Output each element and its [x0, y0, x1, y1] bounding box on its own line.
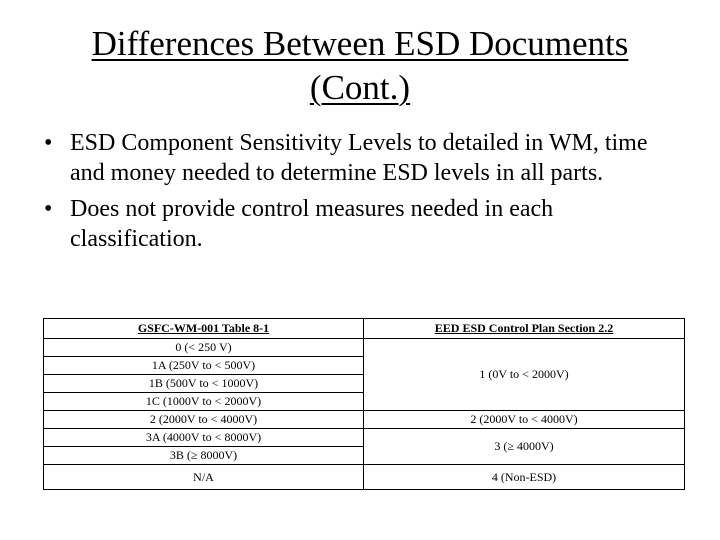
table-cell: 1B (500V to < 1000V): [44, 375, 364, 393]
table-cell: 3 (≥ 4000V): [364, 429, 685, 465]
bullet-item: [44, 128, 684, 188]
table-cell: 2 (2000V to < 4000V): [44, 411, 364, 429]
table-cell: N/A: [44, 465, 364, 490]
table-cell: 0 (< 250 V): [44, 339, 364, 357]
table-cell: 1C (1000V to < 2000V): [44, 393, 364, 411]
bullet-item: [44, 194, 684, 254]
bullet-dot-icon: •: [44, 196, 53, 222]
table-cell: 4 (Non-ESD): [364, 465, 685, 490]
table-row: [44, 429, 685, 447]
bullet-dot-icon: •: [44, 130, 53, 156]
column-header-gsfc: GSFC-WM-001 Table 8-1: [44, 319, 364, 339]
table-header-row: [44, 319, 685, 339]
table-row: [44, 411, 685, 429]
table-cell: 2 (2000V to < 4000V): [364, 411, 685, 429]
bullet-text: Does not provide control measures needed in each classification.: [70, 196, 554, 252]
table-cell: 1 (0V to < 2000V): [364, 339, 685, 411]
slide-title-line-2: (Cont.): [309, 68, 411, 107]
table-cell: 3A (4000V to < 8000V): [44, 429, 364, 447]
slide-title-line-1: Differences Between ESD Documents: [91, 24, 629, 63]
slide-title: [0, 22, 720, 110]
table-row: [44, 465, 685, 490]
table-row: [44, 339, 685, 357]
bullet-list: [44, 128, 684, 260]
table-cell: 1A (250V to < 500V): [44, 357, 364, 375]
column-header-eed: EED ESD Control Plan Section 2.2: [364, 319, 685, 339]
esd-comparison-table: [43, 318, 685, 490]
table-cell: 3B (≥ 8000V): [44, 447, 364, 465]
bullet-text: ESD Component Sensitivity Levels to detailed in WM, time and money needed to determine ESD levels in all parts.: [70, 130, 648, 186]
